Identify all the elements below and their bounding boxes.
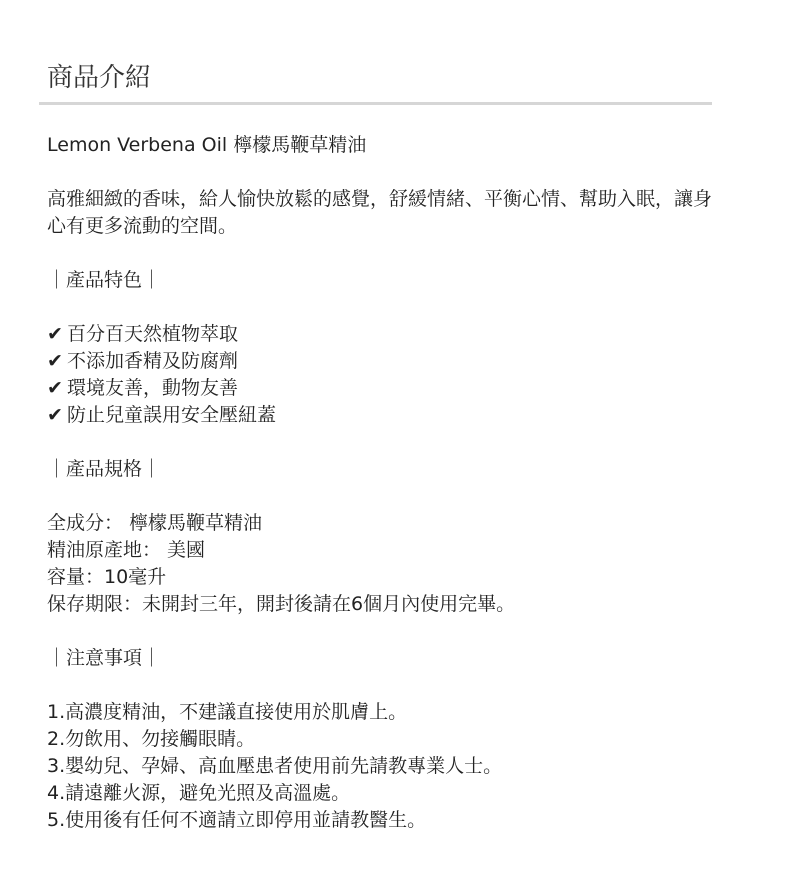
check-icon: ✔ [47,323,63,345]
spec-item: 精油原產地： 美國 [47,539,206,561]
features-heading: ｜產品特色｜ [47,269,162,291]
note-item: 4.請遠離火源，避免光照及高溫處。 [47,782,351,804]
title-divider [39,102,712,105]
spacer [47,672,712,699]
specs-heading: ｜產品規格｜ [47,458,162,480]
check-icon: ✔ [47,404,63,426]
spacer [47,159,712,186]
feature-item [47,375,712,402]
features-list [47,321,712,429]
specs-list [47,510,712,618]
feature-item [47,321,712,348]
notes-list [47,699,712,834]
feature-item [47,402,712,429]
check-icon: ✔ [47,350,63,372]
note-item: 3.嬰幼兒、孕婦、高血壓患者使用前先請教專業人士。 [47,755,503,777]
spec-item: 容量：10毫升 [47,566,167,588]
spacer [47,483,712,510]
check-icon: ✔ [47,377,63,399]
note-item: 1.高濃度精油，不建議直接使用於肌膚上。 [47,701,408,723]
spacer [47,294,712,321]
product-name: Lemon Verbena Oil 檸檬馬鞭草精油 [47,134,367,156]
feature-item [47,348,712,375]
product-description-section [47,60,713,831]
product-description: 高雅細緻的香味，給人愉快放鬆的感覺，舒緩情緒、平衡心情、幫助入眠，讓身心有更多流動的空間。 [47,188,713,237]
feature-item-label: 百分百天然植物萃取 [67,323,239,345]
feature-item-label: 不添加香精及防腐劑 [67,350,239,372]
notes-heading: ｜注意事項｜ [47,647,162,669]
spec-item: 全成分： 檸檬馬鞭草精油 [47,512,263,534]
spec-item: 保存期限：未開封三年，開封後請在6個月內使用完畢。 [47,593,516,615]
note-item: 2.勿飲用、勿接觸眼睛。 [47,728,256,750]
feature-item-label: 防止兒童誤用安全壓紐蓋 [67,404,277,426]
spacer [47,618,712,645]
section-title: 商品介紹 [47,63,152,93]
note-item: 5.使用後有任何不適請立即停用並請教醫生。 [47,809,427,831]
feature-item-label: 環境友善，動物友善 [67,377,239,399]
product-description-body [47,132,712,834]
spacer [47,429,712,456]
spacer [47,240,712,267]
